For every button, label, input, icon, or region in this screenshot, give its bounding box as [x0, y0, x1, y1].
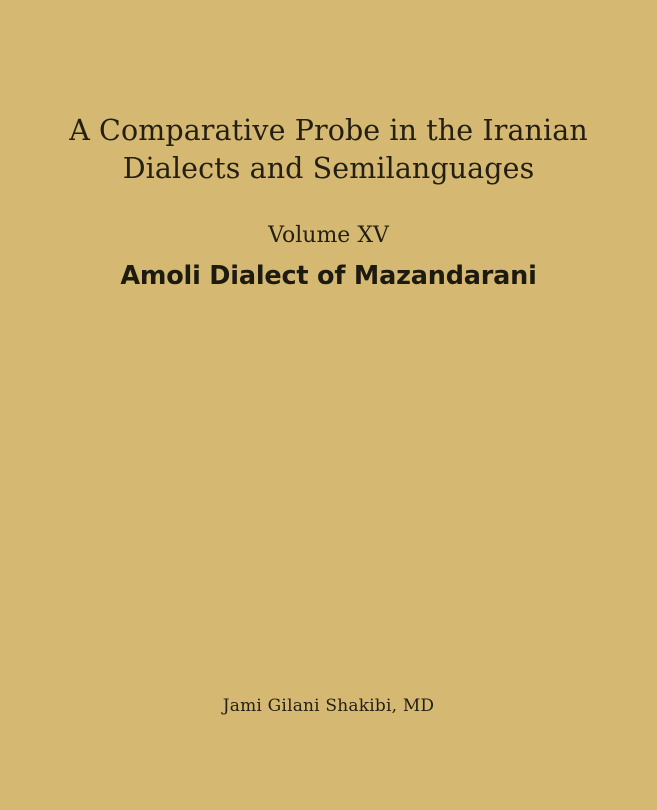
volume-label: Volume XV [268, 223, 389, 248]
book-main-title-line-1: A Comparative Probe in the Iranian [69, 114, 588, 147]
book-subtitle: Amoli Dialect of Mazandarani [120, 260, 537, 291]
volume-block [0, 222, 657, 292]
author-name: Jami Gilani Shakibi, MD [222, 696, 435, 716]
author-block [0, 696, 657, 716]
book-main-title [69, 112, 589, 188]
title-block [0, 112, 657, 188]
book-main-title-line-2: Dialects and Semilanguages [122, 151, 535, 185]
